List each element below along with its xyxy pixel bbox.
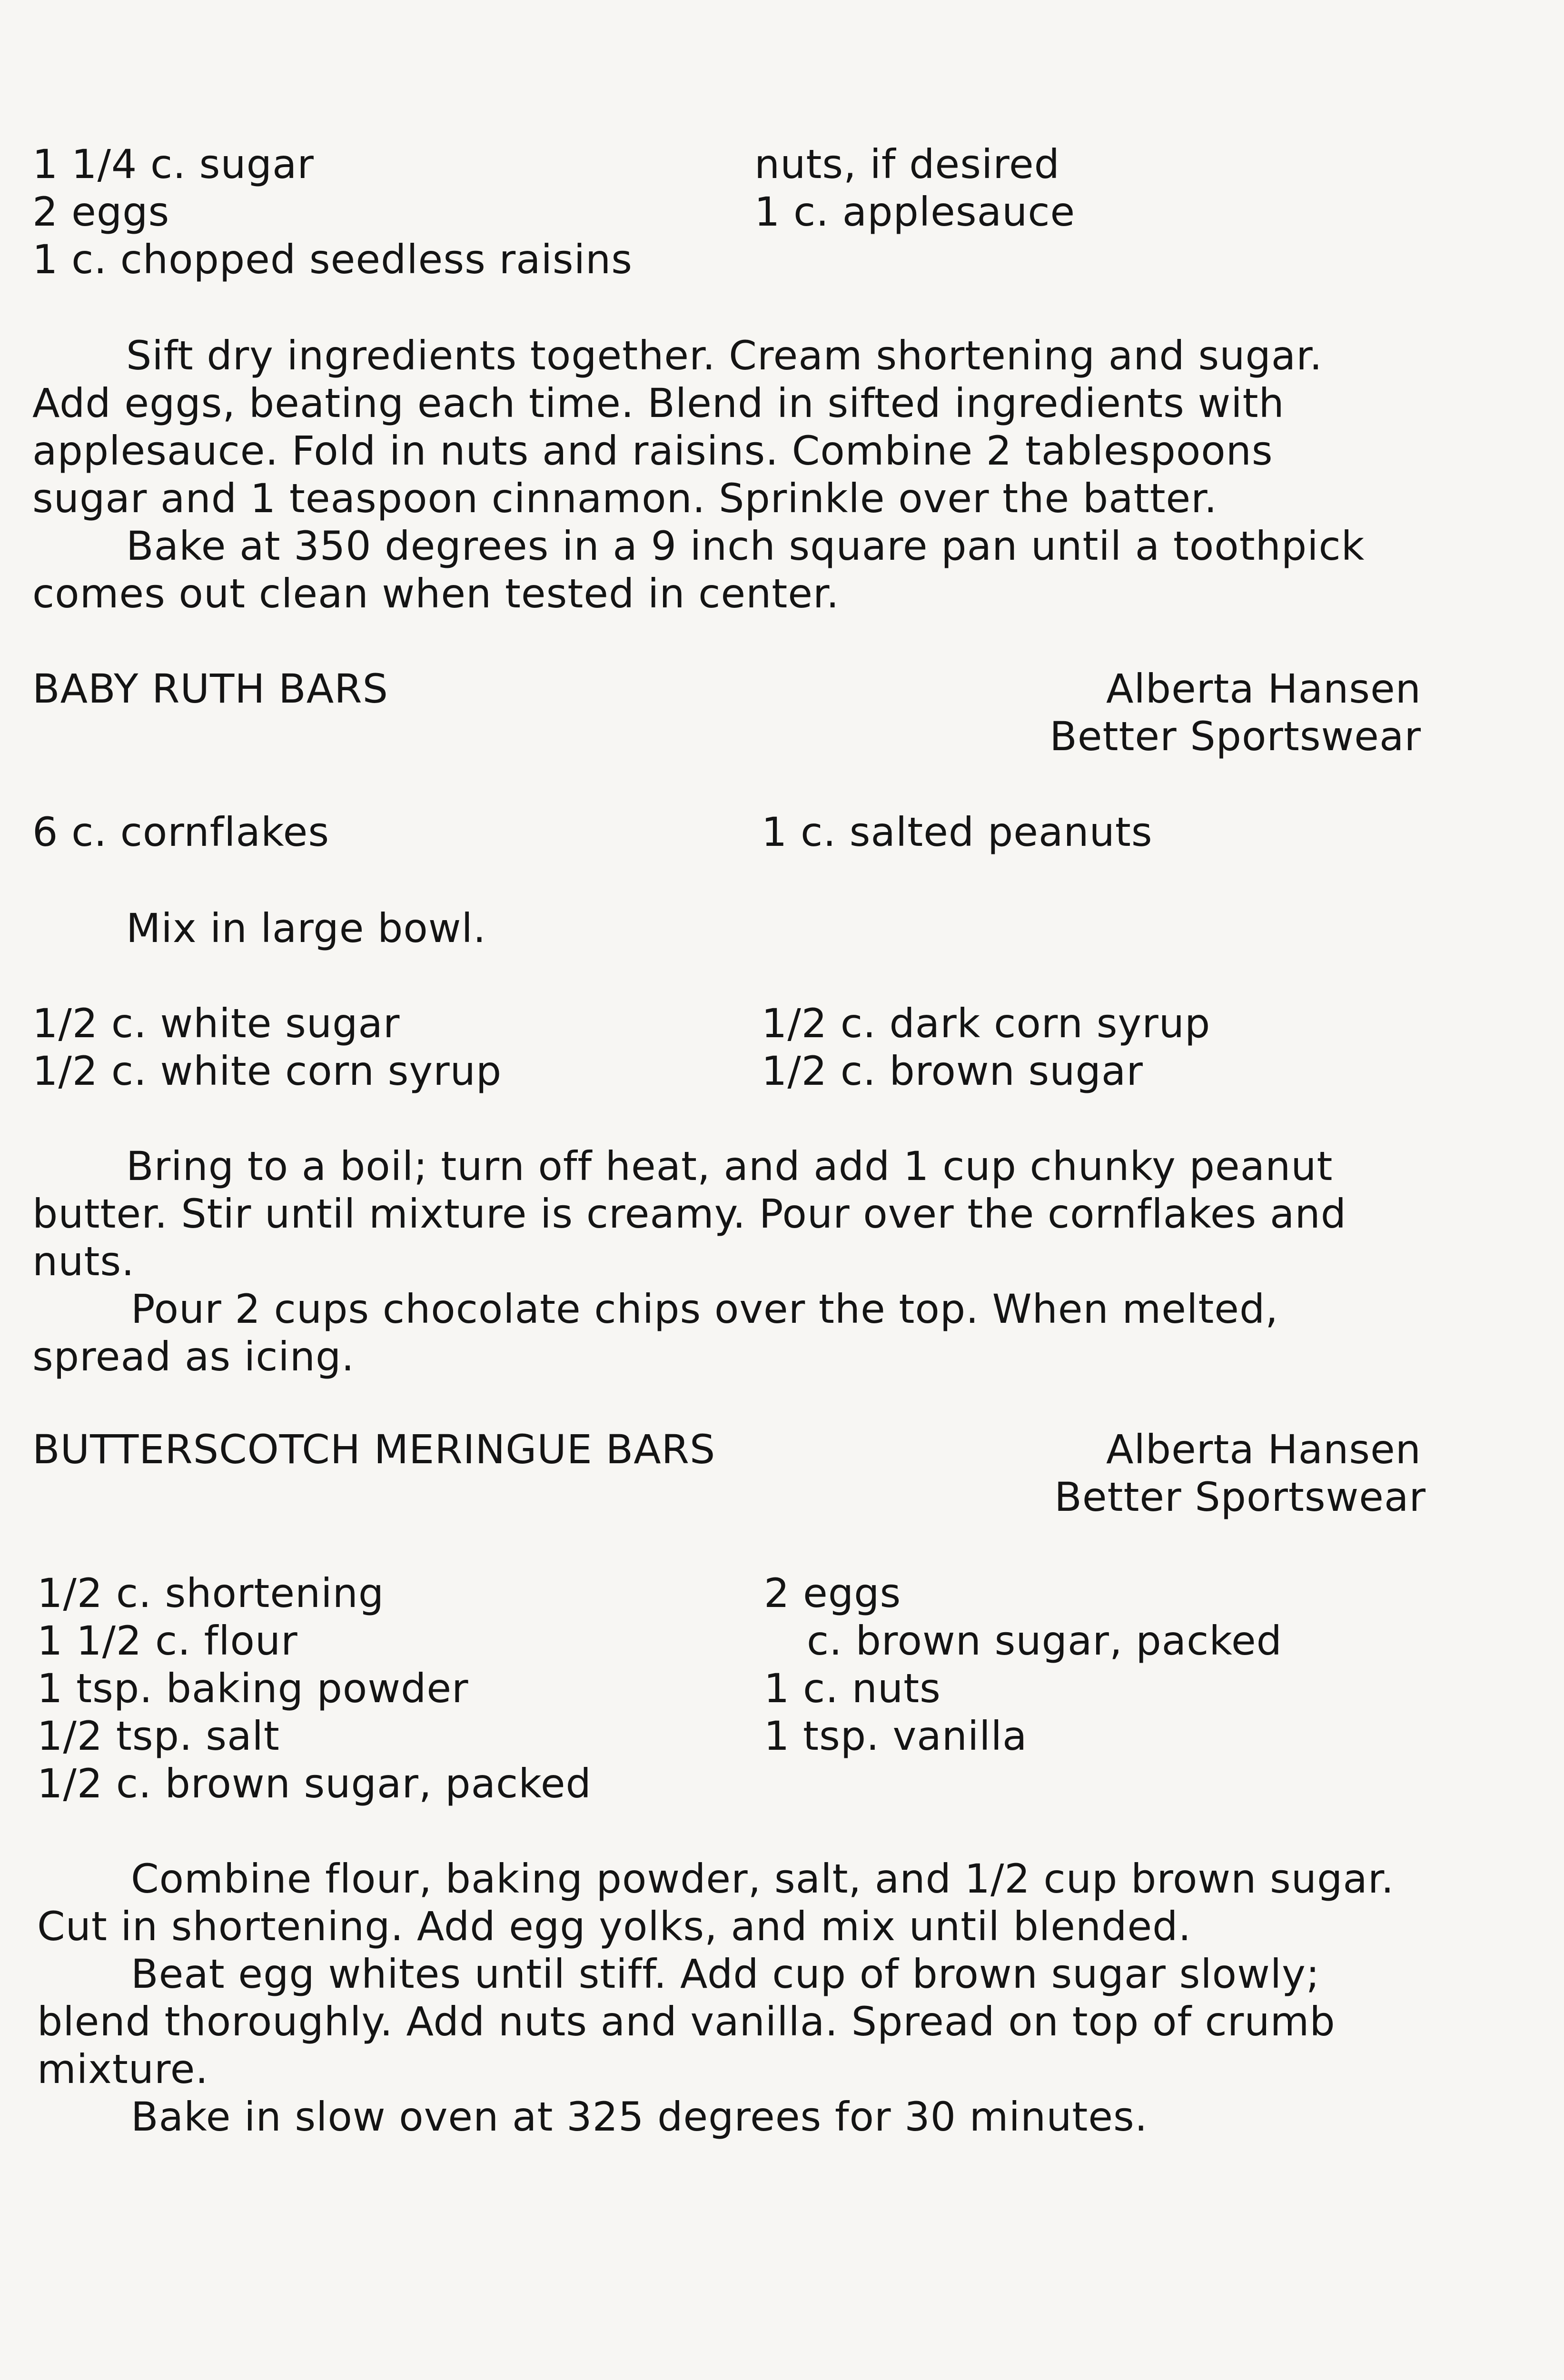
recipe-author: Alberta Hansen [1106, 665, 1421, 712]
ingredient-line: 1 c. chopped seedless raisins [32, 236, 633, 283]
direction-line: blend thoroughly. Add nuts and vanilla. Spread on top of crumb [37, 1998, 1336, 2045]
ingredient-line: 1 c. applesauce [754, 188, 1076, 235]
direction-line: mixture. [37, 2046, 209, 2092]
ingredient-line: 1 tsp. baking powder [37, 1665, 469, 1712]
direction-line: Sift dry ingredients together. Cream shortening and sugar. [126, 332, 1323, 379]
direction-line: sugar and 1 teaspoon cinnamon. Sprinkle over the batter. [32, 475, 1218, 522]
direction-line: Pour 2 cups chocolate chips over the top. When melted, [131, 1286, 1278, 1332]
ingredient-line: c. brown sugar, packed [807, 1617, 1282, 1664]
ingredient-line: 1/2 c. white sugar [32, 1000, 400, 1047]
ingredient-line: 1 1/2 c. flour [37, 1617, 298, 1664]
ingredient-line: 2 eggs [764, 1570, 901, 1616]
recipe-affiliation: Better Sportswear [1049, 713, 1421, 760]
ingredient-line: 1 c. salted peanuts [762, 809, 1153, 855]
ingredient-line: 1 c. nuts [764, 1665, 941, 1712]
direction-line: applesauce. Fold in nuts and raisins. Combine 2 tablespoons [32, 427, 1273, 474]
direction-line: nuts. [32, 1238, 135, 1285]
direction-line: butter. Stir until mixture is creamy. Pour over the cornflakes and [32, 1190, 1347, 1237]
direction-line: spread as icing. [32, 1333, 355, 1380]
direction-line: Bake in slow oven at 325 degrees for 30 minutes. [131, 2093, 1148, 2140]
ingredient-line: 2 eggs [32, 188, 170, 235]
ingredient-line: 1/2 c. shortening [37, 1570, 385, 1616]
ingredient-line: 1/2 c. brown sugar [762, 1048, 1143, 1094]
direction-line: Mix in large bowl. [126, 905, 486, 952]
direction-line: comes out clean when tested in center. [32, 570, 840, 617]
direction-line: Beat egg whites until stiff. Add cup of brown sugar slowly; [131, 1951, 1320, 1997]
recipe-title: BUTTERSCOTCH MERINGUE BARS [32, 1426, 716, 1473]
recipe-affiliation: Better Sportswear [1054, 1474, 1426, 1520]
ingredient-line: 1 1/4 c. sugar [32, 141, 314, 188]
direction-line: Bake at 350 degrees in a 9 inch square pan until a toothpick [126, 523, 1365, 569]
direction-line: Bring to a boil; turn off heat, and add 1 cup chunky peanut [126, 1143, 1333, 1190]
ingredient-line: 6 c. cornflakes [32, 809, 330, 855]
ingredient-line: nuts, if desired [754, 141, 1060, 188]
direction-line: Add eggs, beating each time. Blend in sifted ingredients with [32, 380, 1285, 426]
recipe-author: Alberta Hansen [1106, 1426, 1421, 1473]
ingredient-line: 1/2 tsp. salt [37, 1713, 280, 1759]
direction-line: Cut in shortening. Add egg yolks, and mix until blended. [37, 1903, 1192, 1950]
recipe-title: BABY RUTH BARS [32, 665, 388, 712]
ingredient-line: 1/2 c. white corn syrup [32, 1048, 502, 1094]
ingredient-line: 1/2 c. dark corn syrup [762, 1000, 1211, 1047]
ingredient-line: 1 tsp. vanilla [764, 1713, 1028, 1759]
direction-line: Combine flour, baking powder, salt, and 1/2 cup brown sugar. [131, 1855, 1395, 1902]
ingredient-line: 1/2 c. brown sugar, packed [37, 1760, 592, 1807]
